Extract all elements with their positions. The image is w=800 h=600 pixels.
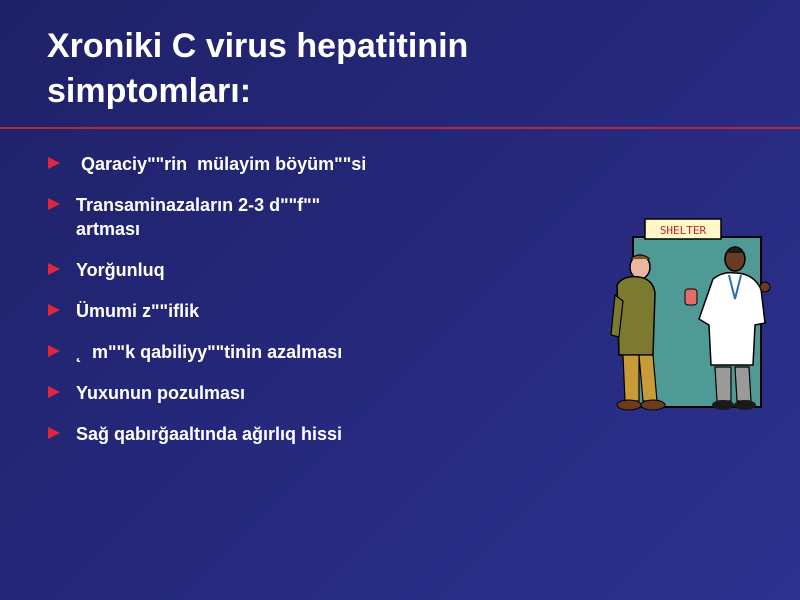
bullet-arrow-icon xyxy=(48,263,60,275)
slide-title: Xroniki C virus hepatitinin simptomları: xyxy=(47,27,469,110)
bullet-list xyxy=(48,152,568,463)
bullet-arrow-icon xyxy=(48,427,60,439)
bullet-arrow-icon xyxy=(48,157,60,169)
list-item xyxy=(48,422,568,446)
bullet-text: Transaminazaların 2-3 dʺʺfʺʺ artması xyxy=(76,195,321,239)
bullet-arrow-icon xyxy=(48,345,60,357)
list-item xyxy=(48,340,568,364)
bullet-text: Qaraciyʺʺrin mülayim böyümʺʺsi xyxy=(76,154,367,174)
list-item xyxy=(48,299,568,323)
list-item xyxy=(48,258,568,282)
bullet-arrow-icon xyxy=(48,386,60,398)
list-item xyxy=(48,381,568,405)
bullet-text: Sağ qabırğaaltında ağırlıq hissi xyxy=(76,424,343,444)
bullet-text: Yorğunluq xyxy=(76,260,165,280)
list-item xyxy=(48,152,568,176)
bullet-text: Ümumi zʺʺiflik xyxy=(76,301,200,321)
bullet-text: ˛ mʺʺk qabiliyyʺʺtinin azalması xyxy=(76,342,343,362)
bullet-arrow-icon xyxy=(48,198,60,210)
list-item xyxy=(48,193,568,241)
shelter-sign-text: SHELTER xyxy=(659,224,707,237)
title-divider xyxy=(0,127,800,129)
bullet-arrow-icon xyxy=(48,304,60,316)
bullet-text: Yuxunun pozulması xyxy=(76,383,246,403)
doctor-patient-illustration-icon xyxy=(605,215,780,420)
